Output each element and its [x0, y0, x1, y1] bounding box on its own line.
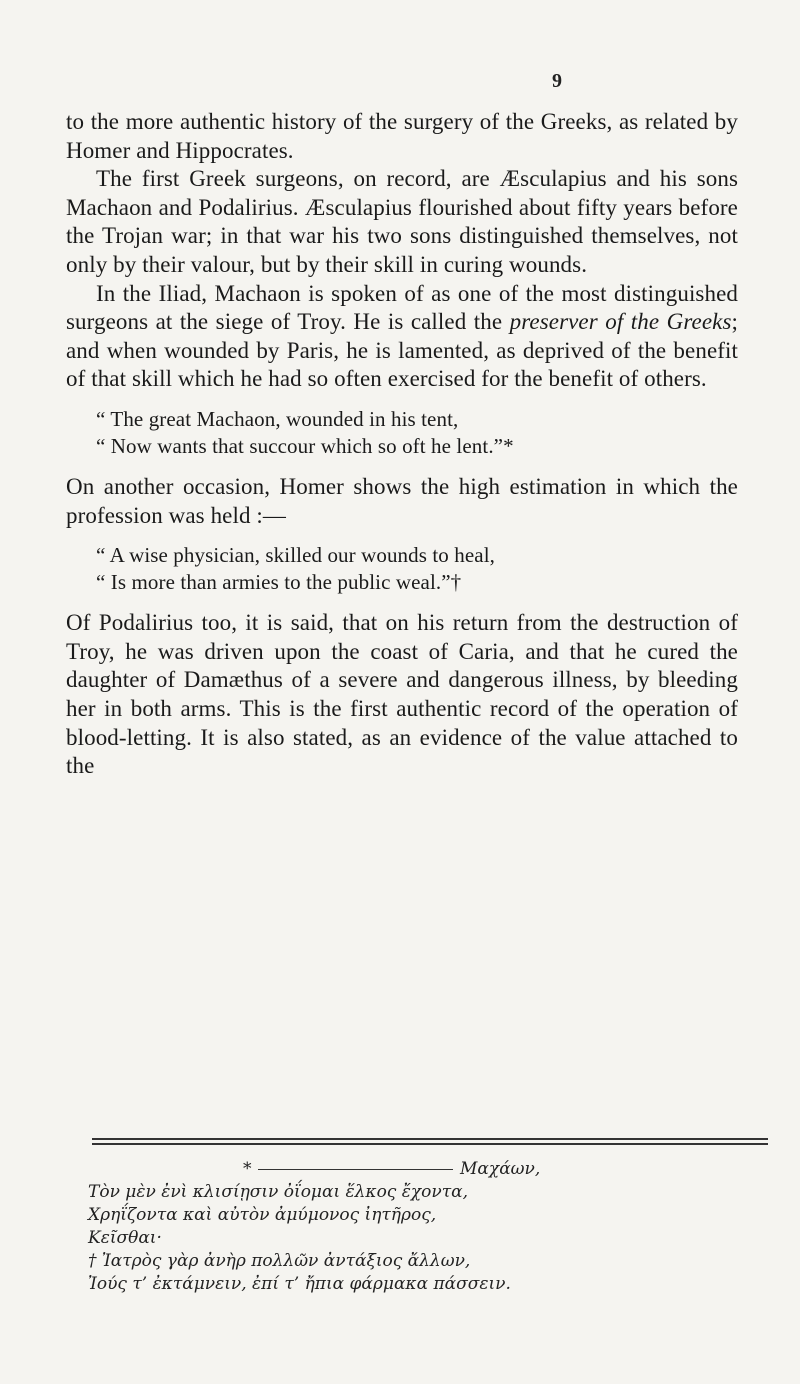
- paragraph-machaon: [66, 280, 738, 394]
- verse-physician: [66, 542, 738, 596]
- verse-line: “ The great Machaon, wounded in his tent,: [96, 406, 459, 431]
- footnote-speaker: Μαχάων,: [460, 1159, 541, 1179]
- footnote-heading: [88, 1158, 748, 1181]
- paragraph-machaon-part2: ; and when wounded by Paris, he is lamented, as deprived of the benefit of that skill which he had so often exercised for the benefit of others.: [66, 309, 738, 392]
- paragraph-machaon-part1: In the Iliad, Machaon is spoken of as one of the most distinguished surgeons at the siege of Troy. He is called the: [66, 280, 738, 335]
- page-marker: 9: [552, 70, 562, 92]
- footnote-text: [88, 1158, 748, 1296]
- footnote-line: Χρηΐζοντα καὶ αὐτὸν ἀμύμονος ἰητῆρος,: [88, 1205, 437, 1225]
- main-text: [66, 108, 738, 781]
- verse-machaon: [66, 406, 738, 460]
- verse-line: “ A wise physician, skilled our wounds to heal,: [96, 543, 495, 568]
- footnote-rule-bottom: [92, 1143, 768, 1145]
- paragraph-first-surgeons: The first Greek surgeons, on record, are Æsculapius and his sons Machaon and Podalirius. Æsculapius flourished about fifty years before the Trojan war; in that war his two sons distinguished themselves, not only by their valour, but by their skill in curing wounds.: [66, 166, 738, 277]
- footnote-star-marker: *: [243, 1159, 252, 1179]
- verse-line: “ Now wants that succour which so oft he lent.”*: [96, 433, 514, 458]
- verse-line: “ Is more than armies to the public weal.”†: [96, 570, 462, 595]
- paragraph-estimation: On another occasion, Homer shows the high estimation in which the profession was held :—: [66, 473, 738, 528]
- footnote-line: Τὸν μὲν ἐνὶ κλισίῃσιν ὀΐομαι ἕλκος ἔχοντα,: [88, 1182, 469, 1202]
- paragraph-continuation: to the more authentic history of the surgery of the Greeks, as related by Homer and Hippocrates.: [66, 109, 738, 163]
- footnote-line: Κεῖσθαι·: [88, 1228, 162, 1248]
- footnote-line: † Ἰατρὸς γὰρ ἀνὴρ πολλῶν ἀντάξιος ἄλλων,: [88, 1251, 471, 1271]
- footnote-dash: [258, 1169, 453, 1170]
- footnote-rule-top: [92, 1138, 768, 1140]
- paragraph-podalirius: Of Podalirius too, it is said, that on his return from the destruction of Troy, he was driven upon the coast of Caria, and that he cured the daughter of Damæthus of a severe and dangerous illness, by bleeding her in both arms. This is the first authentic record of the operation of blood-letting. It is also stated, as an evidence of the value attached to the: [66, 610, 738, 779]
- footnote-line: Ἰούς τ’ ἐκτάμνειν, ἐπί τ’ ἤπια φάρμακα πάσσειν.: [88, 1274, 511, 1294]
- emphasis-preserver: preserver of the Greeks: [509, 309, 732, 335]
